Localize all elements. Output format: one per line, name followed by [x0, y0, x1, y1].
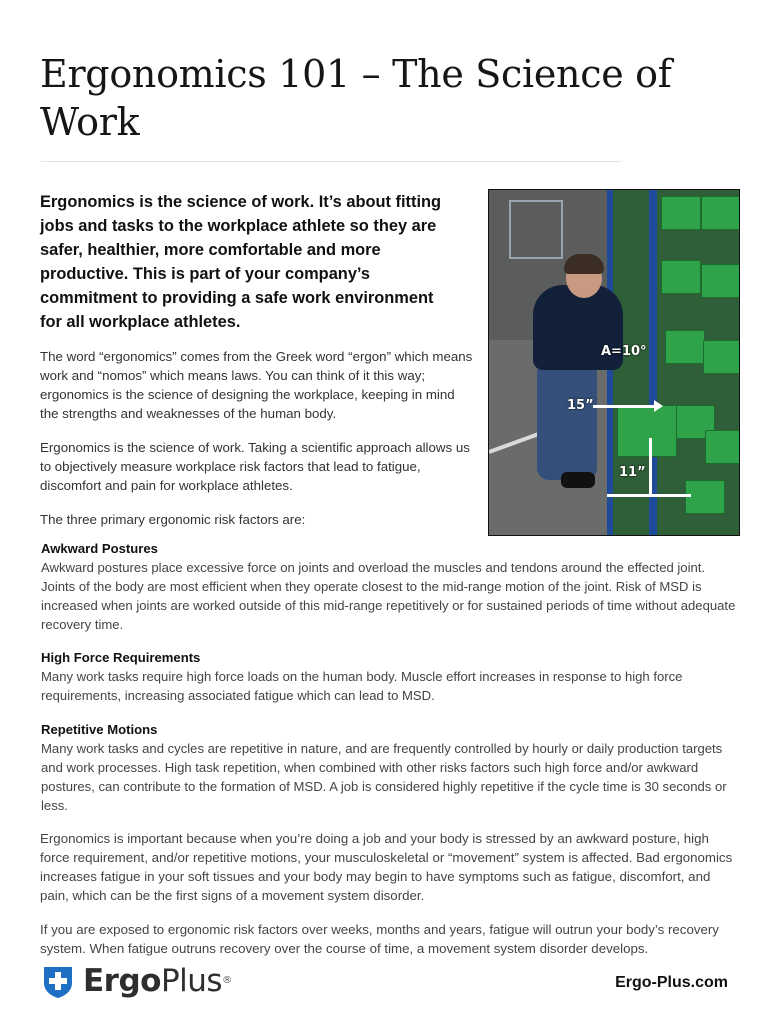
page-title: Ergonomics 101 – The Science of Work [40, 52, 672, 144]
fatigue-paragraph: If you are exposed to ergonomic risk factors over weeks, months and years, fatigue will outrun your body’s recovery system. When fatigue outruns recovery over the course of time, a movement system disorder develops. [40, 922, 719, 956]
risk-factor-awkward-postures [41, 539, 741, 634]
lead-paragraph: Ergonomics is the science of work. It’s about fitting jobs and tasks to the workplace athlete so they are safer, healthier, more comfortable and more productive. This is part of your company’s commitment to providing a safe work environment for all workplace athletes. [40, 193, 442, 331]
logo-ergo: Ergo [83, 963, 161, 999]
angle-label: A=10° [601, 344, 647, 359]
intro-paragraph: The word “ergonomics” comes from the Greek word “ergon” which means work and “nomos” which means laws. You can think of it this way; ergonomics is the science of designing the workplace, keeping in mind the strengths and weaknesses of the human body. [40, 349, 473, 421]
website-link[interactable]: Ergo-Plus.com [615, 974, 728, 991]
section-body: Many work tasks require high force loads on the human body. Muscle effort increases in response to high force requirements, increasing associated fatigue which can lead to MSD. [41, 669, 683, 703]
worker-hair [564, 254, 604, 274]
ergoplus-logo [41, 963, 232, 999]
shelf-bin [703, 340, 740, 374]
shelf-bin [661, 260, 701, 294]
science-paragraph: Ergonomics is the science of work. Taking a scientific approach allows us to objectively measure workplace risk factors that lead to fatigue, discomfort and pain for workplace athletes. [40, 440, 470, 493]
registered-mark: ® [222, 975, 232, 986]
shelf-bin [701, 264, 740, 298]
worker-legs [537, 360, 597, 480]
worker-shoe [561, 472, 595, 488]
shelf-bin [705, 430, 740, 464]
section-heading: Repetitive Motions [41, 722, 158, 737]
horizontal-distance-arrow [593, 405, 657, 408]
section-body: Awkward postures place excessive force on joints and overload the muscles and tendons around the effected joint. Joints of the body are most efficient when they operate closest to the mid-range motion of the joint. Risk of MSD is increased when joints are worked outside of this mid-range repetitively or for sustained periods of time without adequate recovery time. [41, 560, 736, 632]
section-heading: High Force Requirements [41, 650, 201, 665]
shelf-bin [701, 196, 740, 230]
logo-plus: Plus [160, 963, 223, 999]
shelf-bin [665, 330, 705, 364]
vertical-height-label: 11” [619, 465, 646, 480]
risk-factor-repetitive-motions [41, 720, 741, 815]
importance-paragraph: Ergonomics is important because when you’re doing a job and your body is stressed by an awkward posture, high force requirement, and/or repetitive motions, your musculoskeletal or “movement” system is affected. Bad ergonomics increases fatigue in your soft tissues and your body may begin to have symptoms such as fatigue, discomfort, and pain, which can be the first signs of a movement system disorder. [40, 831, 733, 903]
logo-wordmark [83, 963, 232, 999]
section-heading: Awkward Postures [41, 541, 158, 556]
horizontal-distance-label: 15” [567, 398, 594, 413]
title-divider [41, 161, 621, 162]
section-body: Many work tasks and cycles are repetitive in nature, and are frequently controlled by hourly or daily production targets and work processes. High task repetition, when combined with other risks factors such high force and/or awkward postures, can contribute to the formation of MSD. A job is considered highly repetitive if the cycle time is 30 seconds or less. [41, 741, 727, 813]
height-baseline [607, 494, 691, 497]
shelf-bin [685, 480, 725, 514]
shelf-bin [661, 196, 701, 230]
risk-factor-high-force [41, 648, 741, 705]
risk-factors-intro: The three primary ergonomic risk factors are: [40, 512, 306, 527]
shield-cross-icon [41, 963, 75, 999]
held-bin [617, 405, 677, 457]
vertical-height-line [649, 438, 652, 496]
photo-cart [509, 200, 563, 259]
warehouse-lifting-photo [488, 189, 740, 536]
